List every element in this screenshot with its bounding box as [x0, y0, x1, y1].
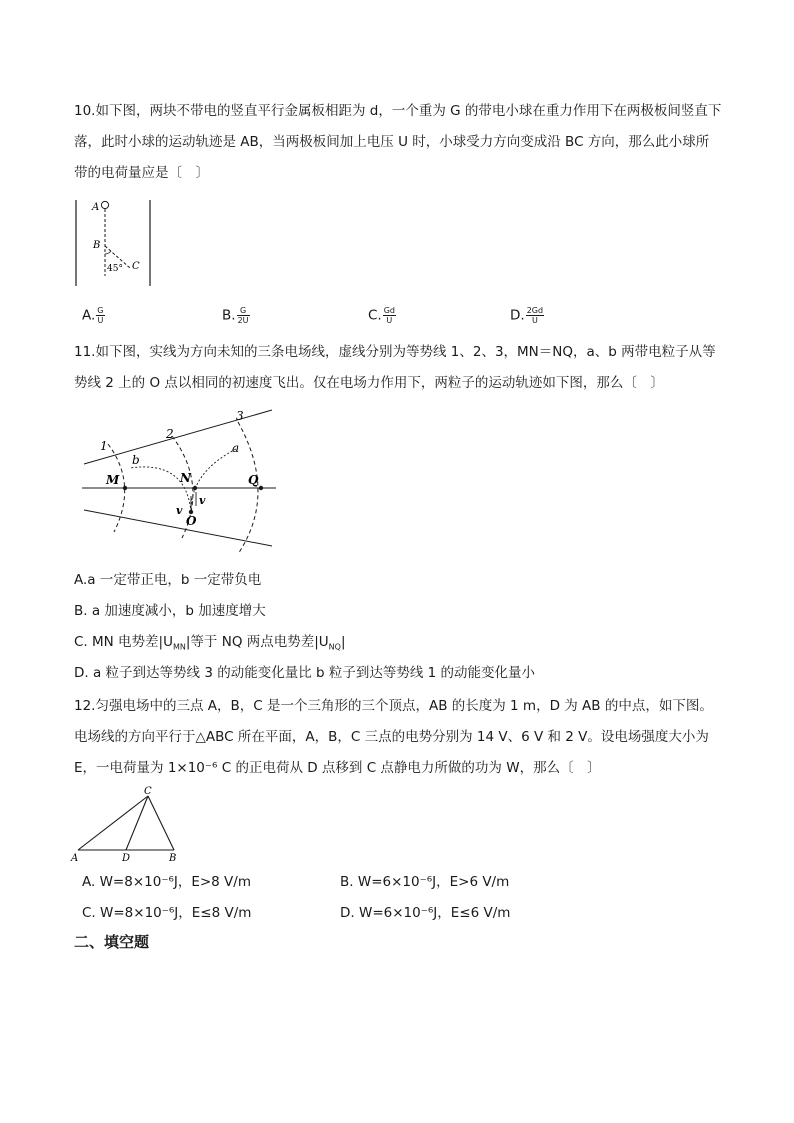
q10-ball	[101, 201, 108, 208]
section-title-fill-in: 二、填空题	[74, 933, 150, 951]
q11-label-1: 1	[100, 439, 108, 453]
q10-option-a[interactable]: A. $\frac{G}{U}$	[82, 306, 104, 325]
q11-point-m	[123, 486, 127, 490]
q10-figure	[70, 196, 160, 288]
q10-option-c[interactable]: C. $\frac{Gd}{U}$	[368, 306, 395, 325]
q11-point-n	[193, 486, 197, 490]
q11-option-b[interactable]: B. a 加速度减小，b 加速度增大	[74, 603, 266, 619]
q10-option-c-fraction: $\frac{Gd}{U}$	[383, 306, 395, 325]
q11-text: 11.如下图，实线为方向未知的三条电场线，虚线分别为等势线 1、2、3，MN＝NQ，a、b 两带电粒子从等势线 2 上的 O 点以相同的初速度飞出。仅在电场力作用下，两粒子的运动轨迹如下图，那么〔 〕	[74, 344, 716, 391]
q12-option-c[interactable]: C. W=8×10⁻⁶J，E≤8 V/m	[82, 905, 252, 921]
q11-option-c[interactable]: C. MN 电势差$|U_{MN}|$等于 NQ 两点电势差$|U_{NQ}|$	[74, 634, 346, 652]
q11-label-q: Q	[248, 473, 259, 487]
q10-label-c: C	[132, 261, 140, 272]
q10-option-d-fraction: $\frac{2Gd}{U}$	[526, 306, 544, 325]
q10-option-d[interactable]: D. $\frac{2Gd}{U}$	[510, 306, 544, 325]
q10-angle-label: 45°	[107, 264, 123, 274]
q12-figure	[68, 784, 188, 864]
q10-angle-arc	[105, 251, 111, 254]
q11-label-v1: v	[176, 504, 183, 517]
q12-option-a[interactable]: A. W=8×10⁻⁶J，E>8 V/m	[82, 874, 251, 890]
q10-option-b-fraction: $\frac{G}{2U}$	[237, 306, 249, 325]
q11-point-q	[259, 486, 263, 490]
q12-side-bc	[148, 796, 174, 850]
q10-option-a-fraction: $\frac{G}{U}$	[97, 306, 104, 325]
q11-option-d[interactable]: D. a 粒子到达等势线 3 的动能变化量比 b 粒子到达等势线 1 的动能变化量小	[74, 665, 536, 681]
q12-option-d[interactable]: D. W=6×10⁻⁶J，E≤6 V/m	[340, 905, 511, 921]
q10-option-b[interactable]: B. $\frac{G}{2U}$	[222, 306, 249, 325]
q11-label-b: b	[132, 453, 140, 467]
q11-label-m: M	[106, 473, 120, 487]
q12-label-a: A	[71, 853, 79, 864]
q11-option-a[interactable]: A.a 一定带正电，b 一定带负电	[74, 572, 262, 588]
q11-label-2: 2	[166, 427, 174, 441]
q10-label-a: A	[92, 202, 100, 213]
q11-label-a: a	[232, 441, 240, 455]
q11-label-o: O	[186, 514, 197, 528]
q12-label-c: C	[144, 786, 152, 797]
q11-label-n: N	[180, 471, 191, 485]
q10-text: 10.如下图，两块不带电的竖直平行金属板相距为 d，一个重为 G 的带电小球在重力作用下在两极板间竖直下落，此时小球的运动轨迹是 AB，当两极板间加上电压 U 时，小球受力方向变成沿 BC 方向，那么此小球所带的电荷量应是〔 〕	[74, 103, 722, 181]
q11-figure	[78, 404, 280, 560]
q12-label-d: D	[122, 853, 131, 864]
q12-option-b[interactable]: B. W=6×10⁻⁶J，E>6 V/m	[340, 874, 510, 890]
q10-label-b: B	[93, 240, 101, 251]
q12-text: 12.匀强电场中的三点 A，B，C 是一个三角形的三个顶点，AB 的长度为 1 m，D 为 AB 的中点，如下图。电场线的方向平行于△ABC 所在平面，A，B，C 三点的电势分别为 14 V、6 V 和 2 V。设电场强度大小为 E，一电荷量为 1×10⁻⁶ C 的正电荷从 D 点移到 C 点静电力所做的功为 W，那么〔 〕	[74, 698, 713, 776]
q11-label-3: 3	[236, 409, 244, 423]
q12-label-b: B	[169, 853, 177, 864]
q11-field-line-top	[84, 410, 272, 464]
q11-label-v2: v	[199, 494, 206, 507]
